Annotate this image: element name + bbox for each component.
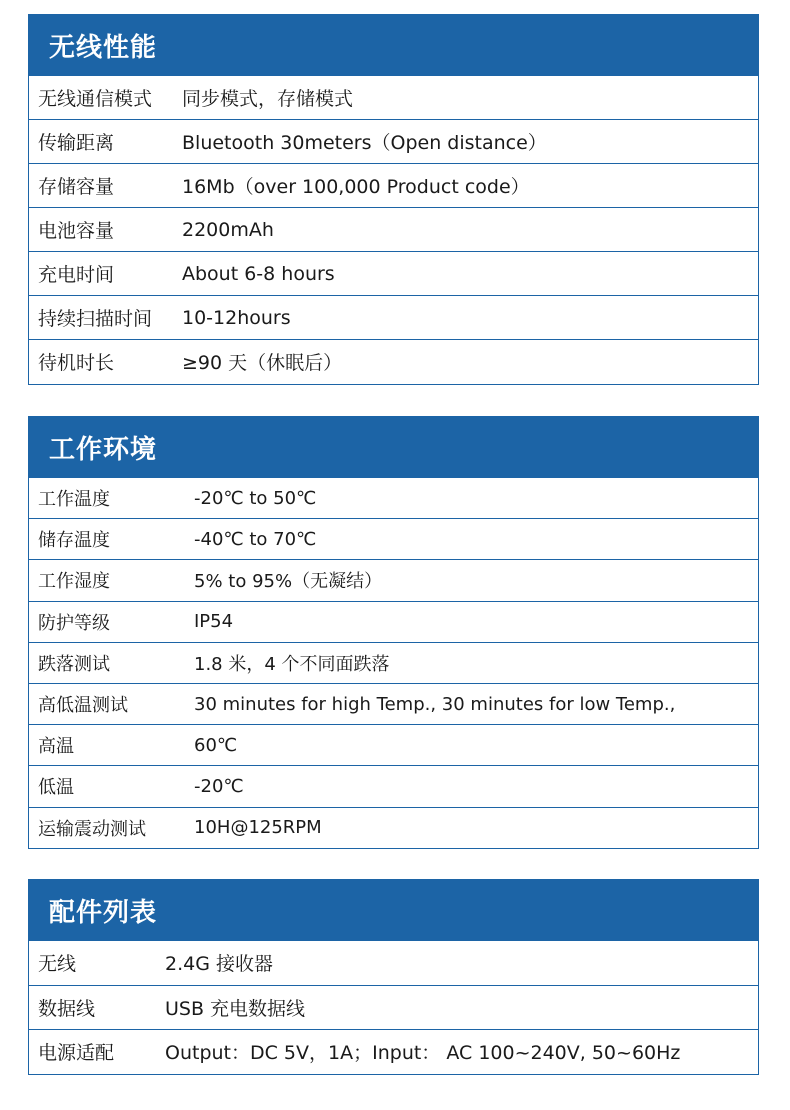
spec-value: 10-12hours — [182, 306, 291, 329]
spec-row — [29, 940, 758, 985]
spec-label: 低温 — [38, 777, 74, 799]
spec-row — [29, 642, 758, 683]
spec-row — [29, 559, 758, 600]
spec-label: 高温 — [38, 736, 74, 758]
spec-label: 无线 — [38, 953, 77, 976]
spec-value: USB 充电数据线 — [165, 997, 306, 1020]
spec-value: 2200mAh — [182, 218, 274, 241]
section-title-environment: 工作环境 — [29, 417, 758, 477]
spec-row — [29, 985, 758, 1030]
spec-value: IP54 — [194, 611, 234, 633]
spec-value: 10H@125RPM — [194, 817, 322, 839]
spec-row — [29, 807, 758, 848]
working-environment-section — [28, 416, 759, 849]
spec-label: 跌落测试 — [38, 653, 110, 675]
spec-label: 防护等级 — [38, 612, 110, 634]
spec-value: 1.8 米，4 个不同面跌落 — [194, 653, 390, 675]
spec-value: 2.4G 接收器 — [165, 953, 273, 976]
spec-value: 16Mb（over 100,000 Product code） — [182, 176, 530, 198]
spec-label: 传输距离 — [38, 132, 115, 154]
spec-label: 储存温度 — [38, 530, 110, 552]
spec-row — [29, 75, 758, 119]
spec-row — [29, 518, 758, 559]
spec-row — [29, 163, 758, 207]
spec-row — [29, 1029, 758, 1074]
spec-value: 5% to 95%（无凝结） — [194, 571, 383, 593]
spec-label: 工作湿度 — [38, 571, 110, 593]
spec-value: Output：DC 5V，1A；Input： AC 100~240V, 50~60Hz — [165, 1042, 681, 1065]
spec-row — [29, 765, 758, 806]
spec-label: 工作温度 — [38, 489, 110, 511]
spec-row — [29, 477, 758, 518]
spec-row — [29, 339, 758, 383]
spec-row — [29, 601, 758, 642]
spec-label: 电源适配 — [38, 1042, 115, 1065]
spec-label: 数据线 — [38, 997, 96, 1020]
spec-value: -20℃ to 50℃ — [194, 487, 317, 509]
spec-row — [29, 295, 758, 339]
spec-value: 60℃ — [194, 734, 238, 756]
spec-value: -40℃ to 70℃ — [194, 528, 317, 550]
spec-label: 运输震动测试 — [38, 818, 146, 840]
spec-row — [29, 207, 758, 251]
spec-value: -20℃ — [194, 775, 244, 797]
accessories-section — [28, 879, 759, 1075]
spec-value: 30 minutes for high Temp., 30 minutes for low Temp., — [194, 693, 676, 715]
spec-value: About 6-8 hours — [182, 262, 335, 285]
spec-row — [29, 119, 758, 163]
spec-label: 待机时长 — [38, 352, 115, 374]
spec-value: ≥90 天（休眠后） — [182, 352, 343, 374]
spec-row — [29, 724, 758, 765]
spec-value: 同步模式，存储模式 — [182, 88, 354, 110]
spec-label: 高低温测试 — [38, 695, 128, 717]
section-title-accessories: 配件列表 — [29, 880, 758, 940]
spec-value: Bluetooth 30meters（Open distance） — [182, 132, 547, 154]
section-title-wireless: 无线性能 — [29, 15, 758, 75]
wireless-performance-section — [28, 14, 759, 385]
spec-label: 充电时间 — [38, 264, 115, 286]
spec-row — [29, 683, 758, 724]
spec-label: 存储容量 — [38, 176, 115, 198]
spec-label: 无线通信模式 — [38, 88, 153, 110]
spec-row — [29, 251, 758, 295]
spec-label: 持续扫描时间 — [38, 308, 153, 330]
spec-label: 电池容量 — [38, 220, 115, 242]
